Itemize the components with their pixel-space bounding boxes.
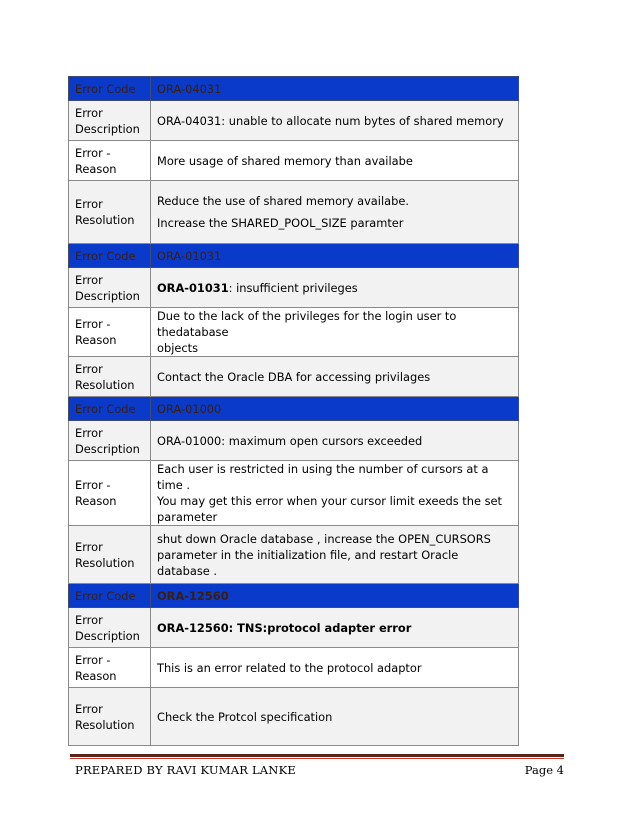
error-reason-value-line: parameter bbox=[157, 510, 218, 524]
row-label-line: Resolution bbox=[75, 717, 135, 732]
error-reason-value-line: This is an error related to the protocol adaptor bbox=[157, 660, 422, 675]
row-label bbox=[69, 141, 151, 181]
error-code-row bbox=[69, 397, 519, 421]
error-table bbox=[68, 76, 519, 746]
error-resolution-value bbox=[151, 526, 519, 584]
row-label-line: Error bbox=[75, 425, 103, 440]
error-code-row bbox=[69, 584, 519, 608]
row-label-line: Resolution bbox=[75, 377, 135, 392]
row-label-line: Error bbox=[75, 197, 103, 211]
error-reason-row bbox=[69, 308, 519, 357]
row-label bbox=[69, 181, 151, 244]
row-label-line: Error bbox=[75, 701, 103, 716]
error-reason-value bbox=[151, 308, 519, 357]
row-label-line: Resolution bbox=[75, 555, 135, 570]
error-description-text: ORA-01000: maximum open cursors exceeded bbox=[157, 433, 423, 448]
row-label bbox=[69, 101, 151, 141]
error-resolution-value-line: Check the Protcol specification bbox=[157, 709, 333, 724]
row-label-line: Resolution bbox=[75, 213, 135, 227]
row-label bbox=[69, 688, 151, 746]
row-label-line: Error bbox=[75, 361, 103, 376]
error-reason-value bbox=[151, 461, 519, 526]
row-label-line: Error - bbox=[75, 145, 111, 160]
footer-author: PREPARED BY RAVI KUMAR LANKE bbox=[75, 763, 296, 777]
error-code-value: ORA-12560 bbox=[151, 584, 519, 608]
error-code-label: Error Code bbox=[69, 584, 151, 608]
row-label bbox=[69, 357, 151, 397]
row-label-line: Error bbox=[75, 539, 103, 554]
error-code-row bbox=[69, 244, 519, 268]
error-code-row bbox=[69, 77, 519, 101]
row-label-line: Reason bbox=[75, 333, 117, 347]
error-reason-value bbox=[151, 141, 519, 181]
error-code-label: Error Code bbox=[69, 397, 151, 421]
error-reason-row bbox=[69, 461, 519, 526]
footer-rule-accent bbox=[70, 758, 564, 759]
error-resolution-row bbox=[69, 181, 519, 244]
row-label bbox=[69, 608, 151, 648]
error-description-row bbox=[69, 101, 519, 141]
row-label bbox=[69, 461, 151, 526]
error-reason-value-line: objects bbox=[157, 341, 199, 355]
error-resolution-value-line: Contact the Oracle DBA for accessing privilages bbox=[157, 369, 431, 384]
error-description-text: ORA-04031: unable to allocate num bytes of shared memory bbox=[157, 113, 504, 128]
error-code-value: ORA-01000 bbox=[151, 397, 519, 421]
row-label-line: Description bbox=[75, 441, 140, 456]
error-code-label: Error Code bbox=[69, 77, 151, 101]
error-description-value bbox=[151, 268, 519, 308]
error-description-value bbox=[151, 421, 519, 461]
error-description-row bbox=[69, 268, 519, 308]
error-resolution-row bbox=[69, 357, 519, 397]
row-label-line: Description bbox=[75, 288, 140, 303]
row-label-line: Reason bbox=[75, 668, 117, 683]
row-label bbox=[69, 648, 151, 688]
error-code-value: ORA-04031 bbox=[151, 77, 519, 101]
error-description-strong: ORA-01031 bbox=[157, 280, 229, 295]
error-reason-row bbox=[69, 648, 519, 688]
error-description-value bbox=[151, 608, 519, 648]
error-description-value bbox=[151, 101, 519, 141]
error-reason-value-line: Each user is restricted in using the number of cursors at a time . bbox=[157, 462, 489, 492]
row-label-line: Description bbox=[75, 628, 140, 643]
error-resolution-value-line: Increase the SHARED_POOL_SIZE paramter bbox=[157, 216, 404, 230]
error-code-value: ORA-01031 bbox=[151, 244, 519, 268]
error-resolution-row bbox=[69, 688, 519, 746]
error-reason-value-line: You may get this error when your cursor limit exeeds the set bbox=[157, 494, 503, 508]
row-label bbox=[69, 308, 151, 357]
error-resolution-value bbox=[151, 357, 519, 397]
error-description-row bbox=[69, 421, 519, 461]
error-resolution-value-line: parameter in the initialization file, and restart Oracle database . bbox=[157, 547, 459, 578]
row-label bbox=[69, 526, 151, 584]
row-label-line: Description bbox=[75, 121, 140, 136]
error-resolution-value-line: shut down Oracle database , increase the OPEN_CURSORS bbox=[157, 531, 491, 546]
error-reason-value bbox=[151, 648, 519, 688]
row-label bbox=[69, 268, 151, 308]
error-reason-row bbox=[69, 141, 519, 181]
row-label-line: Reason bbox=[75, 494, 117, 508]
error-description-text: : insufficient privileges bbox=[228, 280, 358, 295]
error-resolution-value-line: Reduce the use of shared memory availabe. bbox=[157, 194, 409, 208]
row-label-line: Reason bbox=[75, 161, 117, 176]
row-label-line: Error bbox=[75, 272, 103, 287]
row-label-line: Error - bbox=[75, 652, 111, 667]
error-reason-value-line: Due to the lack of the privileges for the login user to thedatabase bbox=[157, 309, 457, 339]
error-resolution-value bbox=[151, 181, 519, 244]
error-resolution-value bbox=[151, 688, 519, 746]
row-label bbox=[69, 421, 151, 461]
error-resolution-row bbox=[69, 526, 519, 584]
row-label-line: Error bbox=[75, 612, 103, 627]
row-label-line: Error - bbox=[75, 317, 111, 331]
footer-page-number: Page 4 bbox=[524, 763, 564, 777]
error-description-row bbox=[69, 608, 519, 648]
error-reason-value-line: More usage of shared memory than availabe bbox=[157, 153, 413, 168]
row-label-line: Error bbox=[75, 105, 103, 120]
footer-rule bbox=[70, 754, 564, 757]
error-code-label: Error Code bbox=[69, 244, 151, 268]
error-description-strong: ORA-12560: TNS:protocol adapter error bbox=[157, 620, 412, 635]
row-label-line: Error - bbox=[75, 478, 111, 492]
